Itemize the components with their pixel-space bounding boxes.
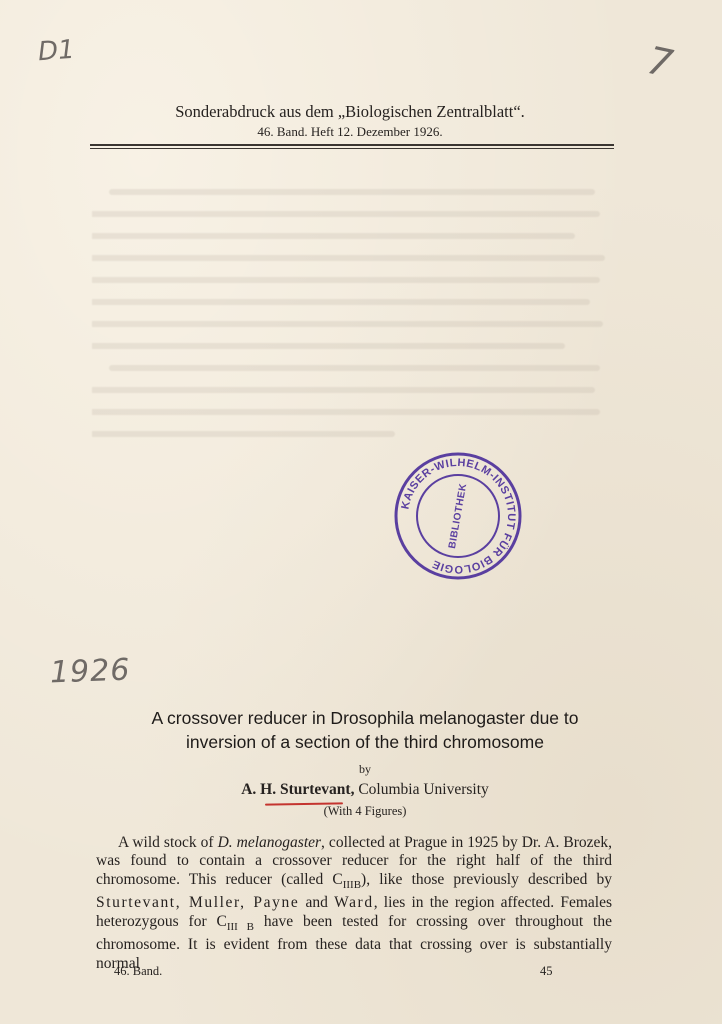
cited-authors: Sturtevant, Muller, Payne: [96, 894, 300, 912]
cited-author-ward: Ward: [334, 894, 374, 912]
author-affiliation: Columbia University: [354, 781, 489, 798]
page-number: 45: [540, 964, 553, 978]
header-rule-thin: [90, 148, 614, 149]
bleed-through-text: [92, 164, 614, 467]
article-title-line-1: A crossover reducer in Drosophila melanogaster due to: [151, 708, 579, 728]
article-title-line-2: inversion of a section of the third chromosome: [186, 732, 544, 752]
handwritten-note-d1: D1: [36, 34, 76, 68]
library-stamp: [392, 450, 524, 582]
byline-by: by: [359, 762, 371, 776]
footer-volume: 46. Band.: [114, 964, 163, 978]
reprint-title: Sonderabdruck aus dem „Biologischen Zentralblatt“.: [175, 102, 525, 121]
article-title: [60, 706, 670, 754]
body-paragraph: A wild stock of D. melanogaster, collected at Prague in 1925 by Dr. A. Brozek, was found to contain a crossover reducer for the right half of the third chromosome. This reducer (called $C_{IIIB}$), like those previously described by Sturtevant, Muller, Payne and Ward, lies in the region affected. Females heterozygous for $C_{III B}$ have been tested for crossing over throughout the chromosome. It is evident from these data that crossing over is substantially normal: [96, 834, 613, 972]
author-name: A. H. Sturtevant,: [241, 781, 355, 798]
species-name: D. melanogaster: [217, 834, 322, 851]
stamp-center-text: BIBLIOTHEK: [446, 482, 470, 550]
reprint-issue: 46. Band. Heft 12. Dezember 1926.: [257, 124, 443, 139]
bleed-through-lines: [92, 182, 614, 462]
author-line: [60, 781, 670, 799]
figures-note: (With 4 Figures): [323, 804, 407, 818]
reprint-header: [90, 102, 610, 140]
handwritten-note-number: 7: [643, 37, 677, 87]
stamp-outer-text: KAISER-WILHELM-INSTITUT FÜR BIOLOGIE: [399, 456, 518, 576]
handwritten-year: 1926: [49, 652, 131, 691]
header-rule-thick: [90, 144, 614, 146]
